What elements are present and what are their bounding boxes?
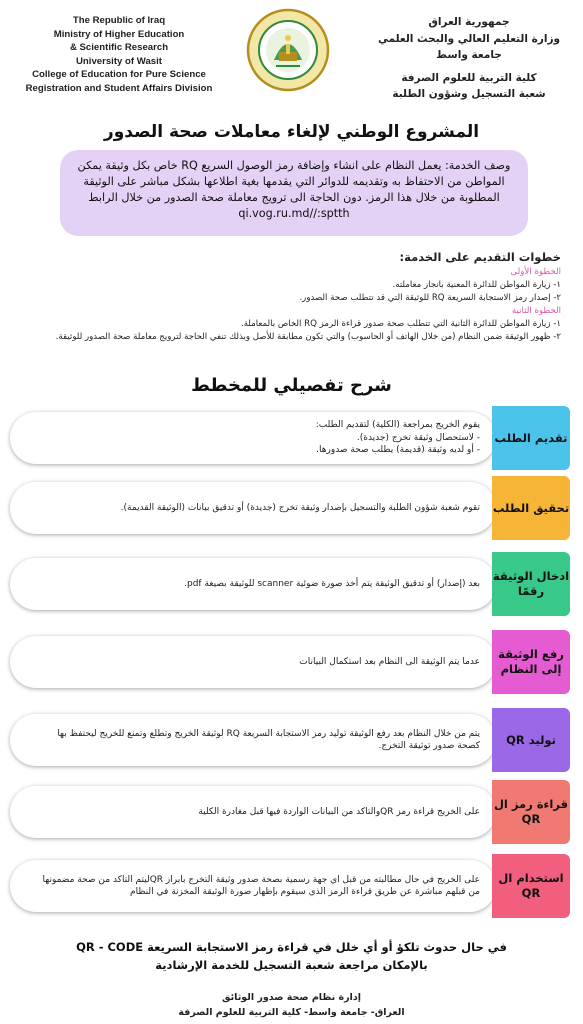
process-card [10,860,496,912]
header-ar-line: شعبة التسجيل وشؤون الطلبة [392,88,546,100]
process-line: تقوم شعبة شؤون الطلبة والتسجيل بإصدار وثيقة تخرج (جديدة) أو تدقيق بيانات (الوثيقة القديمة). [120,502,480,513]
process-line: يتم من خلال النظام بعد رفع الوثيقة توليد رمز الاستجابة السريعة RQ لوثيقة الخريج وتطلع وتمنع للخريج ليحتفظ بها كصحة صدور توثيقة التخرج. [57,728,480,751]
service-description-box [60,150,528,236]
process-card [10,636,496,688]
process-tab [492,406,570,470]
process-tab [492,854,570,918]
process-line: على الخريج في حال مطالبته من قبل اي جهة رسمية بصحة صدور وثيقة التخرج بابراز QRليتم التاكد من صحة مضمونها من قبلهم مباشرة عن طريق قراءة الرمز الذي سيقوم بإظهار صورة الوثيقة المخزنة في النظام [42,874,480,897]
header-en-line: College of Education for Pure Science [32,69,206,81]
process-tab-label: توليد QR [506,732,556,747]
footer-signature-line: إدارة نظام صحة صدور الوثائق [222,992,361,1003]
process-line: عدما يتم الوثيقة الى النظام بعد استكمال البيانات [299,656,480,667]
footer-notice [0,938,583,974]
step-item: ١- زيارة المواطن للدائرة الثانية التي تتطلب صحة صدور قراءة الرمز RQ الخاص بالمعاملة. [240,319,561,329]
process-line: على الخريج قراءة رمز QRوالتاكد من البيانات الواردة فيها قبل مغادرة الكلية [198,806,480,817]
header-en-line: Registration and Student Affairs Division [25,82,213,94]
process-line: بعد (إصدار) أو تدقيق الوثيقة يتم أخذ صورة ضوئية scanner للوثيقة بصيغة pdf. [184,578,480,589]
header-english-block [14,14,224,96]
process-tab-label: ادخال الوثيقة رقمًا [492,569,570,598]
process-tab [492,476,570,540]
header-en-line: Ministry of Higher Education [53,28,185,40]
process-tab-label: رفع الوثيقة إلى النظام [498,647,564,676]
footer-signature [0,990,583,1020]
header-arabic-block [369,14,569,103]
header-ar-line: جامعة واسط [436,49,502,61]
footer-signature-line: العراق- جامعة واسط- كلية التربية للعلوم الصرفة [178,1007,405,1018]
process-tab [492,552,570,616]
service-description-text: وصف الخدمة: يعمل النظام على انشاء وإضافة رمز الوصول السريع RQ خاص بكل وثيقة يمكن المواطن من الاحتفاظ به وتقديمه للدوائر التي يقدمها بغية اطلاعها بشكل مباشر على الوثيقة المطلوبة من خلال هذا الرمز. دون الحاجة الى ترويج معاملة صحة الصدور من خلال الرابط qi.vog.ru.md//:sptth [77,159,511,220]
process-tab [492,630,570,694]
process-line: - أو لديه وثيقة (قديمة) يطلب صحة صدورها. [316,445,480,456]
process-row [10,558,570,610]
step-item: ٢- ظهور الوثيقة ضمن النظام (من خلال الهاتف أو الحاسوب) والتي تكون مطابقة للأصل وبذلك تنفي الحاجة لترويج معاملة صحة الصدور للوثيقة. [55,332,561,342]
process-row [10,786,570,838]
process-tab [492,708,570,772]
process-card [10,412,496,464]
header-en-line: & Scientific Research [69,42,169,54]
step-item: ١- زيارة المواطن للدائرة المعنية بانجاز معاملته. [392,280,561,290]
process-row [10,636,570,688]
process-row [10,860,570,912]
process-card [10,558,496,610]
process-tab-label: تقديم الطلب [494,430,568,445]
process-tab-label: استخدام ال QR [498,871,564,900]
process-tab-label: تحقيق الطلب [492,500,570,515]
university-seal-logo [246,8,330,92]
page-title: المشروع الوطني لإلغاء معاملات صحة الصدور [103,122,480,142]
header-en-line: The Republic of Iraq [72,15,166,26]
process-card [10,714,496,766]
header-ar-line: كلية التربية للعلوم الصرفة [401,71,537,84]
footer-notice-line: في حال حدوث تلكؤ أو أي خلل في قراءة رمز الاستجابة السريعة QR - CODE [76,940,507,954]
step-item: ٢- إصدار رمز الاستجابة السريعة RQ للوثيقة التي قد تتطلب صحة الصدور. [299,293,561,303]
process-tab [492,780,570,844]
process-line: يقوم الخريج بمراجعة (الكلية) لتقديم الطلب: [315,420,480,431]
process-card [10,786,496,838]
process-tab-label: قراءة رمز ال QR [493,797,569,826]
process-line: - لاستحصال وثيقة تخرج (جديدة). [356,432,480,443]
process-row [10,482,570,534]
step-phase-label: الخطوة الأولى [510,267,561,277]
footer-notice-line: بالإمكان مراجعة شعبة التسجيل للخدمة الإرشادية [155,958,428,972]
process-row [10,412,570,464]
process-row [10,714,570,766]
steps-title: خطوات التقديم على الخدمة: [399,250,561,264]
process-card [10,482,496,534]
application-steps [21,248,561,344]
step-phase-label: الخطوة الثانية [511,306,561,316]
header-en-line: University of Wasit [75,55,162,67]
section-subtitle: شرح تفصيلي للمخطط [191,375,392,396]
header-ar-line: جمهورية العراق [428,16,510,28]
header-ar-line: وزارة التعليم العالي والبحث العلمي [377,32,561,45]
